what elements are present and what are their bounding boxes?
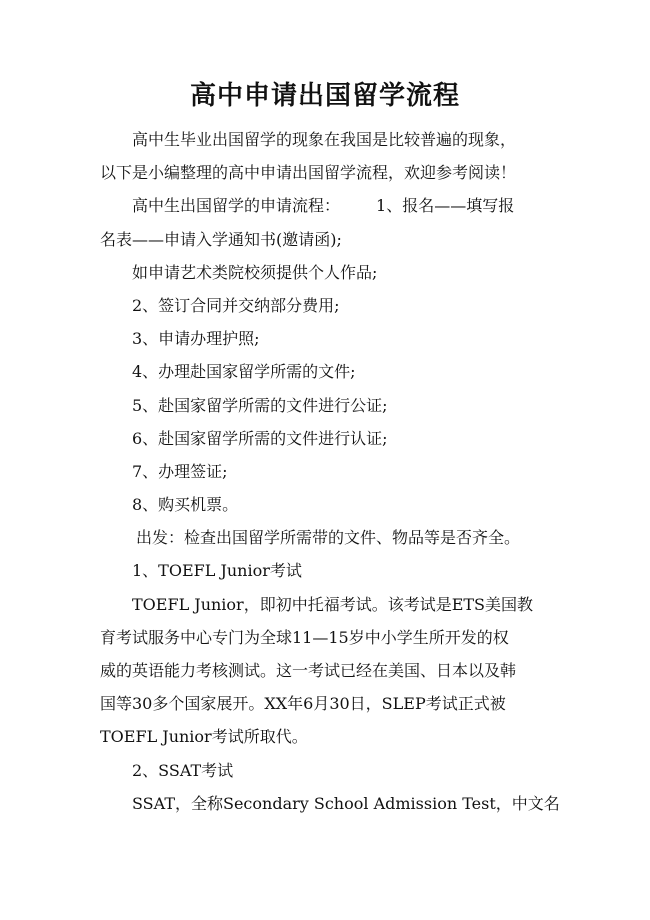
departure-line: 出发：检查出国留学所需带的文件、物品等是否齐全。	[136, 528, 521, 548]
toefl-paragraph-line-2: 育考试服务中心专门为全球11—15岁中小学生所开发的权	[100, 627, 509, 647]
toefl-paragraph-line-3: 威的英语能力考核测试。这一考试已经在美国、日本以及韩	[100, 661, 517, 680]
toefl-paragraph-line-5: TOEFL Junior考试所取代。	[100, 727, 308, 747]
step-4: 4、办理赴国家留学所需的文件;	[132, 362, 356, 382]
step-1-continuation: 名表——申请入学通知书(邀请函);	[100, 229, 342, 249]
ssat-paragraph-line-1: SSAT，全称Secondary School Admission Test，中文名	[132, 793, 560, 813]
toefl-paragraph-line-1: TOEFL Junior，即初中托福考试。该考试是ETS美国教	[132, 594, 534, 614]
step-7: 7、办理签证;	[132, 461, 228, 481]
document-body	[100, 123, 570, 820]
process-lead-text: 高中生出国留学的申请流程：	[132, 196, 341, 216]
step-8: 8、购买机票。	[132, 495, 239, 515]
toefl-paragraph-line-4: 国等30多个国家展开。XX年6月30日，SLEP考试正式被	[100, 694, 506, 714]
process-lead-line	[100, 189, 570, 222]
toefl-heading: 1、TOEFL Junior考试	[132, 561, 302, 581]
step-2: 2、签订合同并交纳部分费用;	[132, 295, 340, 315]
intro-line-1: 高中生毕业出国留学的现象在我国是比较普遍的现象，	[132, 130, 517, 149]
step-5: 5、赴国家留学所需的文件进行公证;	[132, 395, 388, 415]
step-3: 3、申请办理护照;	[132, 329, 260, 349]
step-6: 6、赴国家留学所需的文件进行认证;	[132, 428, 388, 448]
step-1-text: 1、报名——填写报	[376, 196, 515, 216]
intro-line-2: 以下是小编整理的高中申请出国留学流程，欢迎参考阅读！	[100, 163, 517, 183]
ssat-heading: 2、SSAT考试	[132, 760, 234, 780]
art-note: 如申请艺术类院校须提供个人作品;	[132, 262, 378, 282]
document-title: 高中申请出国留学流程	[189, 81, 460, 111]
